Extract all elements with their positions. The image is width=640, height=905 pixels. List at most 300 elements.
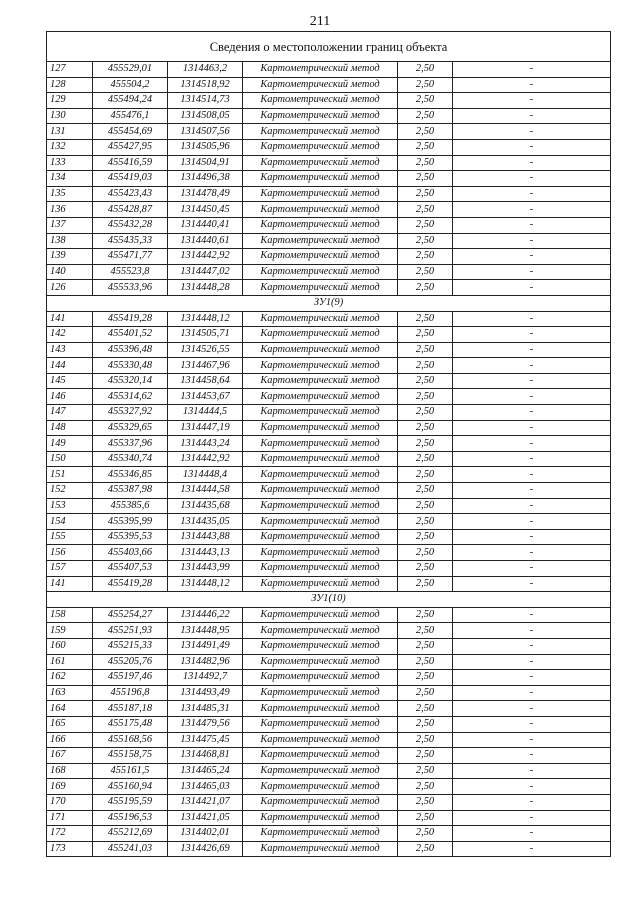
description-cell: - <box>453 186 611 202</box>
accuracy-cell: 2,50 <box>398 202 453 218</box>
method-cell: Картометрический метод <box>243 264 398 280</box>
y-coordinate-cell: 1314435,05 <box>168 514 243 530</box>
accuracy-cell: 2,50 <box>398 155 453 171</box>
table-row <box>47 779 611 795</box>
method-cell: Картометрический метод <box>243 327 398 343</box>
point-number-cell: 150 <box>47 451 93 467</box>
method-cell: Картометрический метод <box>243 810 398 826</box>
accuracy-cell: 2,50 <box>398 670 453 686</box>
method-cell: Картометрический метод <box>243 779 398 795</box>
point-number-cell: 172 <box>47 826 93 842</box>
description-cell: - <box>453 249 611 265</box>
method-cell: Картометрический метод <box>243 701 398 717</box>
description-cell: - <box>453 139 611 155</box>
x-coordinate-cell: 455346,85 <box>93 467 168 483</box>
method-cell: Картометрический метод <box>243 623 398 639</box>
table-row <box>47 576 611 592</box>
method-cell: Картометрический метод <box>243 77 398 93</box>
y-coordinate-cell: 1314447,19 <box>168 420 243 436</box>
y-coordinate-cell: 1314447,02 <box>168 264 243 280</box>
point-number-cell: 137 <box>47 217 93 233</box>
x-coordinate-cell: 455401,52 <box>93 327 168 343</box>
x-coordinate-cell: 455476,1 <box>93 108 168 124</box>
table-row <box>47 732 611 748</box>
x-coordinate-cell: 455523,8 <box>93 264 168 280</box>
method-cell: Картометрический метод <box>243 389 398 405</box>
method-cell: Картометрический метод <box>243 280 398 296</box>
y-coordinate-cell: 1314402,01 <box>168 826 243 842</box>
table-row <box>47 826 611 842</box>
table-row <box>47 124 611 140</box>
table-row <box>47 342 611 358</box>
method-cell: Картометрический метод <box>243 139 398 155</box>
point-number-cell: 165 <box>47 716 93 732</box>
table-row <box>47 108 611 124</box>
accuracy-cell: 2,50 <box>398 108 453 124</box>
x-coordinate-cell: 455504,2 <box>93 77 168 93</box>
description-cell: - <box>453 93 611 109</box>
accuracy-cell: 2,50 <box>398 280 453 296</box>
y-coordinate-cell: 1314493,49 <box>168 685 243 701</box>
table-row <box>47 202 611 218</box>
point-number-cell: 152 <box>47 483 93 499</box>
y-coordinate-cell: 1314421,07 <box>168 794 243 810</box>
description-cell: - <box>453 467 611 483</box>
point-number-cell: 155 <box>47 529 93 545</box>
point-number-cell: 140 <box>47 264 93 280</box>
x-coordinate-cell: 455416,59 <box>93 155 168 171</box>
method-cell: Картометрический метод <box>243 311 398 327</box>
point-number-cell: 129 <box>47 93 93 109</box>
point-number-cell: 142 <box>47 327 93 343</box>
point-number-cell: 144 <box>47 358 93 374</box>
section-heading-row <box>47 592 611 608</box>
x-coordinate-cell: 455419,03 <box>93 171 168 187</box>
x-coordinate-cell: 455314,62 <box>93 389 168 405</box>
description-cell: - <box>453 701 611 717</box>
coordinates-table <box>46 31 611 857</box>
y-coordinate-cell: 1314463,2 <box>168 62 243 78</box>
description-cell: - <box>453 451 611 467</box>
method-cell: Картометрический метод <box>243 93 398 109</box>
y-coordinate-cell: 1314491,49 <box>168 638 243 654</box>
table-row <box>47 217 611 233</box>
y-coordinate-cell: 1314448,4 <box>168 467 243 483</box>
method-cell: Картометрический метод <box>243 217 398 233</box>
method-cell: Картометрический метод <box>243 483 398 499</box>
y-coordinate-cell: 1314505,96 <box>168 139 243 155</box>
table-row <box>47 358 611 374</box>
method-cell: Картометрический метод <box>243 233 398 249</box>
point-number-cell: 131 <box>47 124 93 140</box>
method-cell: Картометрический метод <box>243 451 398 467</box>
y-coordinate-cell: 1314475,45 <box>168 732 243 748</box>
point-number-cell: 134 <box>47 171 93 187</box>
x-coordinate-cell: 455395,53 <box>93 529 168 545</box>
accuracy-cell: 2,50 <box>398 841 453 857</box>
table-row <box>47 373 611 389</box>
x-coordinate-cell: 455329,65 <box>93 420 168 436</box>
point-number-cell: 171 <box>47 810 93 826</box>
method-cell: Картометрический метод <box>243 716 398 732</box>
x-coordinate-cell: 455419,28 <box>93 576 168 592</box>
table-row <box>47 716 611 732</box>
description-cell: - <box>453 62 611 78</box>
x-coordinate-cell: 455196,53 <box>93 810 168 826</box>
description-cell: - <box>453 732 611 748</box>
point-number-cell: 130 <box>47 108 93 124</box>
x-coordinate-cell: 455395,99 <box>93 514 168 530</box>
x-coordinate-cell: 455529,01 <box>93 62 168 78</box>
x-coordinate-cell: 455241,03 <box>93 841 168 857</box>
accuracy-cell: 2,50 <box>398 654 453 670</box>
method-cell: Картометрический метод <box>243 576 398 592</box>
accuracy-cell: 2,50 <box>398 405 453 421</box>
y-coordinate-cell: 1314443,24 <box>168 436 243 452</box>
y-coordinate-cell: 1314448,95 <box>168 623 243 639</box>
x-coordinate-cell: 455387,98 <box>93 483 168 499</box>
y-coordinate-cell: 1314479,56 <box>168 716 243 732</box>
table-row <box>47 311 611 327</box>
accuracy-cell: 2,50 <box>398 779 453 795</box>
x-coordinate-cell: 455212,69 <box>93 826 168 842</box>
y-coordinate-cell: 1314465,24 <box>168 763 243 779</box>
point-number-cell: 147 <box>47 405 93 421</box>
table-row <box>47 467 611 483</box>
point-number-cell: 159 <box>47 623 93 639</box>
description-cell: - <box>453 529 611 545</box>
x-coordinate-cell: 455494,24 <box>93 93 168 109</box>
method-cell: Картометрический метод <box>243 358 398 374</box>
table-row <box>47 280 611 296</box>
x-coordinate-cell: 455423,43 <box>93 186 168 202</box>
table-row <box>47 498 611 514</box>
table-row <box>47 748 611 764</box>
point-number-cell: 161 <box>47 654 93 670</box>
method-cell: Картометрический метод <box>243 654 398 670</box>
accuracy-cell: 2,50 <box>398 545 453 561</box>
x-coordinate-cell: 455428,87 <box>93 202 168 218</box>
x-coordinate-cell: 455160,94 <box>93 779 168 795</box>
y-coordinate-cell: 1314435,68 <box>168 498 243 514</box>
accuracy-cell: 2,50 <box>398 763 453 779</box>
method-cell: Картометрический метод <box>243 685 398 701</box>
description-cell: - <box>453 514 611 530</box>
point-number-cell: 160 <box>47 638 93 654</box>
x-coordinate-cell: 455168,56 <box>93 732 168 748</box>
point-number-cell: 151 <box>47 467 93 483</box>
table-row <box>47 638 611 654</box>
description-cell: - <box>453 576 611 592</box>
table-row <box>47 327 611 343</box>
description-cell: - <box>453 436 611 452</box>
method-cell: Картометрический метод <box>243 763 398 779</box>
y-coordinate-cell: 1314505,71 <box>168 327 243 343</box>
accuracy-cell: 2,50 <box>398 62 453 78</box>
table-caption-row <box>47 32 611 62</box>
description-cell: - <box>453 202 611 218</box>
accuracy-cell: 2,50 <box>398 701 453 717</box>
point-number-cell: 162 <box>47 670 93 686</box>
description-cell: - <box>453 623 611 639</box>
table-row <box>47 77 611 93</box>
table-row <box>47 436 611 452</box>
description-cell: - <box>453 670 611 686</box>
method-cell: Картометрический метод <box>243 748 398 764</box>
point-number-cell: 141 <box>47 311 93 327</box>
method-cell: Картометрический метод <box>243 202 398 218</box>
description-cell: - <box>453 280 611 296</box>
table-row <box>47 670 611 686</box>
x-coordinate-cell: 455419,28 <box>93 311 168 327</box>
point-number-cell: 158 <box>47 607 93 623</box>
x-coordinate-cell: 455158,75 <box>93 748 168 764</box>
table-row <box>47 763 611 779</box>
point-number-cell: 148 <box>47 420 93 436</box>
method-cell: Картометрический метод <box>243 108 398 124</box>
description-cell: - <box>453 311 611 327</box>
table-row <box>47 171 611 187</box>
accuracy-cell: 2,50 <box>398 732 453 748</box>
y-coordinate-cell: 1314518,92 <box>168 77 243 93</box>
accuracy-cell: 2,50 <box>398 327 453 343</box>
point-number-cell: 153 <box>47 498 93 514</box>
x-coordinate-cell: 455432,28 <box>93 217 168 233</box>
accuracy-cell: 2,50 <box>398 716 453 732</box>
accuracy-cell: 2,50 <box>398 171 453 187</box>
y-coordinate-cell: 1314496,38 <box>168 171 243 187</box>
table-row <box>47 451 611 467</box>
description-cell: - <box>453 561 611 577</box>
method-cell: Картометрический метод <box>243 607 398 623</box>
x-coordinate-cell: 455533,96 <box>93 280 168 296</box>
x-coordinate-cell: 455330,48 <box>93 358 168 374</box>
method-cell: Картометрический метод <box>243 545 398 561</box>
section-heading: ЗУ1(9) <box>47 295 611 311</box>
description-cell: - <box>453 124 611 140</box>
y-coordinate-cell: 1314448,28 <box>168 280 243 296</box>
description-cell: - <box>453 405 611 421</box>
table-row <box>47 701 611 717</box>
accuracy-cell: 2,50 <box>398 77 453 93</box>
point-number-cell: 126 <box>47 280 93 296</box>
description-cell: - <box>453 826 611 842</box>
x-coordinate-cell: 455427,95 <box>93 139 168 155</box>
table-row <box>47 389 611 405</box>
method-cell: Картометрический метод <box>243 514 398 530</box>
x-coordinate-cell: 455407,53 <box>93 561 168 577</box>
description-cell: - <box>453 373 611 389</box>
y-coordinate-cell: 1314508,05 <box>168 108 243 124</box>
table-row <box>47 249 611 265</box>
x-coordinate-cell: 455337,96 <box>93 436 168 452</box>
table-row <box>47 155 611 171</box>
accuracy-cell: 2,50 <box>398 93 453 109</box>
x-coordinate-cell: 455320,14 <box>93 373 168 389</box>
y-coordinate-cell: 1314440,61 <box>168 233 243 249</box>
accuracy-cell: 2,50 <box>398 794 453 810</box>
description-cell: - <box>453 810 611 826</box>
x-coordinate-cell: 455471,77 <box>93 249 168 265</box>
description-cell: - <box>453 217 611 233</box>
y-coordinate-cell: 1314492,7 <box>168 670 243 686</box>
y-coordinate-cell: 1314444,58 <box>168 483 243 499</box>
description-cell: - <box>453 545 611 561</box>
point-number-cell: 146 <box>47 389 93 405</box>
description-cell: - <box>453 607 611 623</box>
accuracy-cell: 2,50 <box>398 685 453 701</box>
y-coordinate-cell: 1314448,12 <box>168 576 243 592</box>
x-coordinate-cell: 455340,74 <box>93 451 168 467</box>
accuracy-cell: 2,50 <box>398 826 453 842</box>
table-row <box>47 233 611 249</box>
method-cell: Картометрический метод <box>243 124 398 140</box>
y-coordinate-cell: 1314448,12 <box>168 311 243 327</box>
y-coordinate-cell: 1314446,22 <box>168 607 243 623</box>
method-cell: Картометрический метод <box>243 826 398 842</box>
description-cell: - <box>453 155 611 171</box>
description-cell: - <box>453 483 611 499</box>
accuracy-cell: 2,50 <box>398 576 453 592</box>
method-cell: Картометрический метод <box>243 529 398 545</box>
point-number-cell: 145 <box>47 373 93 389</box>
table-row <box>47 514 611 530</box>
y-coordinate-cell: 1314444,5 <box>168 405 243 421</box>
point-number-cell: 135 <box>47 186 93 202</box>
point-number-cell: 132 <box>47 139 93 155</box>
method-cell: Картометрический метод <box>243 732 398 748</box>
table-row <box>47 810 611 826</box>
x-coordinate-cell: 455195,59 <box>93 794 168 810</box>
method-cell: Картометрический метод <box>243 670 398 686</box>
x-coordinate-cell: 455251,93 <box>93 623 168 639</box>
description-cell: - <box>453 716 611 732</box>
description-cell: - <box>453 420 611 436</box>
y-coordinate-cell: 1314443,88 <box>168 529 243 545</box>
y-coordinate-cell: 1314485,31 <box>168 701 243 717</box>
accuracy-cell: 2,50 <box>398 638 453 654</box>
x-coordinate-cell: 455396,48 <box>93 342 168 358</box>
point-number-cell: 164 <box>47 701 93 717</box>
y-coordinate-cell: 1314421,05 <box>168 810 243 826</box>
accuracy-cell: 2,50 <box>398 373 453 389</box>
accuracy-cell: 2,50 <box>398 436 453 452</box>
table-row <box>47 545 611 561</box>
y-coordinate-cell: 1314478,49 <box>168 186 243 202</box>
table-row <box>47 529 611 545</box>
accuracy-cell: 2,50 <box>398 217 453 233</box>
x-coordinate-cell: 455187,18 <box>93 701 168 717</box>
accuracy-cell: 2,50 <box>398 249 453 265</box>
x-coordinate-cell: 455254,27 <box>93 607 168 623</box>
accuracy-cell: 2,50 <box>398 483 453 499</box>
x-coordinate-cell: 455327,92 <box>93 405 168 421</box>
y-coordinate-cell: 1314526,55 <box>168 342 243 358</box>
method-cell: Картометрический метод <box>243 561 398 577</box>
table-row <box>47 685 611 701</box>
table-row <box>47 186 611 202</box>
accuracy-cell: 2,50 <box>398 311 453 327</box>
point-number-cell: 173 <box>47 841 93 857</box>
method-cell: Картометрический метод <box>243 155 398 171</box>
point-number-cell: 167 <box>47 748 93 764</box>
description-cell: - <box>453 654 611 670</box>
method-cell: Картометрический метод <box>243 171 398 187</box>
method-cell: Картометрический метод <box>243 794 398 810</box>
point-number-cell: 168 <box>47 763 93 779</box>
accuracy-cell: 2,50 <box>398 467 453 483</box>
point-number-cell: 128 <box>47 77 93 93</box>
y-coordinate-cell: 1314504,91 <box>168 155 243 171</box>
accuracy-cell: 2,50 <box>398 810 453 826</box>
description-cell: - <box>453 358 611 374</box>
description-cell: - <box>453 264 611 280</box>
description-cell: - <box>453 171 611 187</box>
method-cell: Картометрический метод <box>243 342 398 358</box>
x-coordinate-cell: 455175,48 <box>93 716 168 732</box>
table-row <box>47 607 611 623</box>
table-row <box>47 420 611 436</box>
point-number-cell: 143 <box>47 342 93 358</box>
accuracy-cell: 2,50 <box>398 139 453 155</box>
description-cell: - <box>453 748 611 764</box>
table-row <box>47 654 611 670</box>
accuracy-cell: 2,50 <box>398 561 453 577</box>
page-number: 211 <box>309 14 331 29</box>
point-number-cell: 127 <box>47 62 93 78</box>
accuracy-cell: 2,50 <box>398 498 453 514</box>
method-cell: Картометрический метод <box>243 373 398 389</box>
x-coordinate-cell: 455215,33 <box>93 638 168 654</box>
accuracy-cell: 2,50 <box>398 186 453 202</box>
point-number-cell: 149 <box>47 436 93 452</box>
method-cell: Картометрический метод <box>243 841 398 857</box>
y-coordinate-cell: 1314467,96 <box>168 358 243 374</box>
accuracy-cell: 2,50 <box>398 358 453 374</box>
table-row <box>47 561 611 577</box>
point-number-cell: 166 <box>47 732 93 748</box>
y-coordinate-cell: 1314450,45 <box>168 202 243 218</box>
y-coordinate-cell: 1314443,13 <box>168 545 243 561</box>
y-coordinate-cell: 1314442,92 <box>168 249 243 265</box>
y-coordinate-cell: 1314458,64 <box>168 373 243 389</box>
table-caption: Сведения о местоположении границ объекта <box>47 32 611 62</box>
accuracy-cell: 2,50 <box>398 233 453 249</box>
x-coordinate-cell: 455161,5 <box>93 763 168 779</box>
accuracy-cell: 2,50 <box>398 451 453 467</box>
description-cell: - <box>453 794 611 810</box>
table-row <box>47 841 611 857</box>
x-coordinate-cell: 455403,66 <box>93 545 168 561</box>
x-coordinate-cell: 455435,33 <box>93 233 168 249</box>
point-number-cell: 138 <box>47 233 93 249</box>
y-coordinate-cell: 1314443,99 <box>168 561 243 577</box>
description-cell: - <box>453 779 611 795</box>
table-row <box>47 794 611 810</box>
point-number-cell: 139 <box>47 249 93 265</box>
method-cell: Картометрический метод <box>243 420 398 436</box>
point-number-cell: 163 <box>47 685 93 701</box>
description-cell: - <box>453 77 611 93</box>
description-cell: - <box>453 233 611 249</box>
accuracy-cell: 2,50 <box>398 607 453 623</box>
method-cell: Картометрический метод <box>243 436 398 452</box>
point-number-cell: 141 <box>47 576 93 592</box>
y-coordinate-cell: 1314468,81 <box>168 748 243 764</box>
point-number-cell: 154 <box>47 514 93 530</box>
description-cell: - <box>453 685 611 701</box>
accuracy-cell: 2,50 <box>398 264 453 280</box>
